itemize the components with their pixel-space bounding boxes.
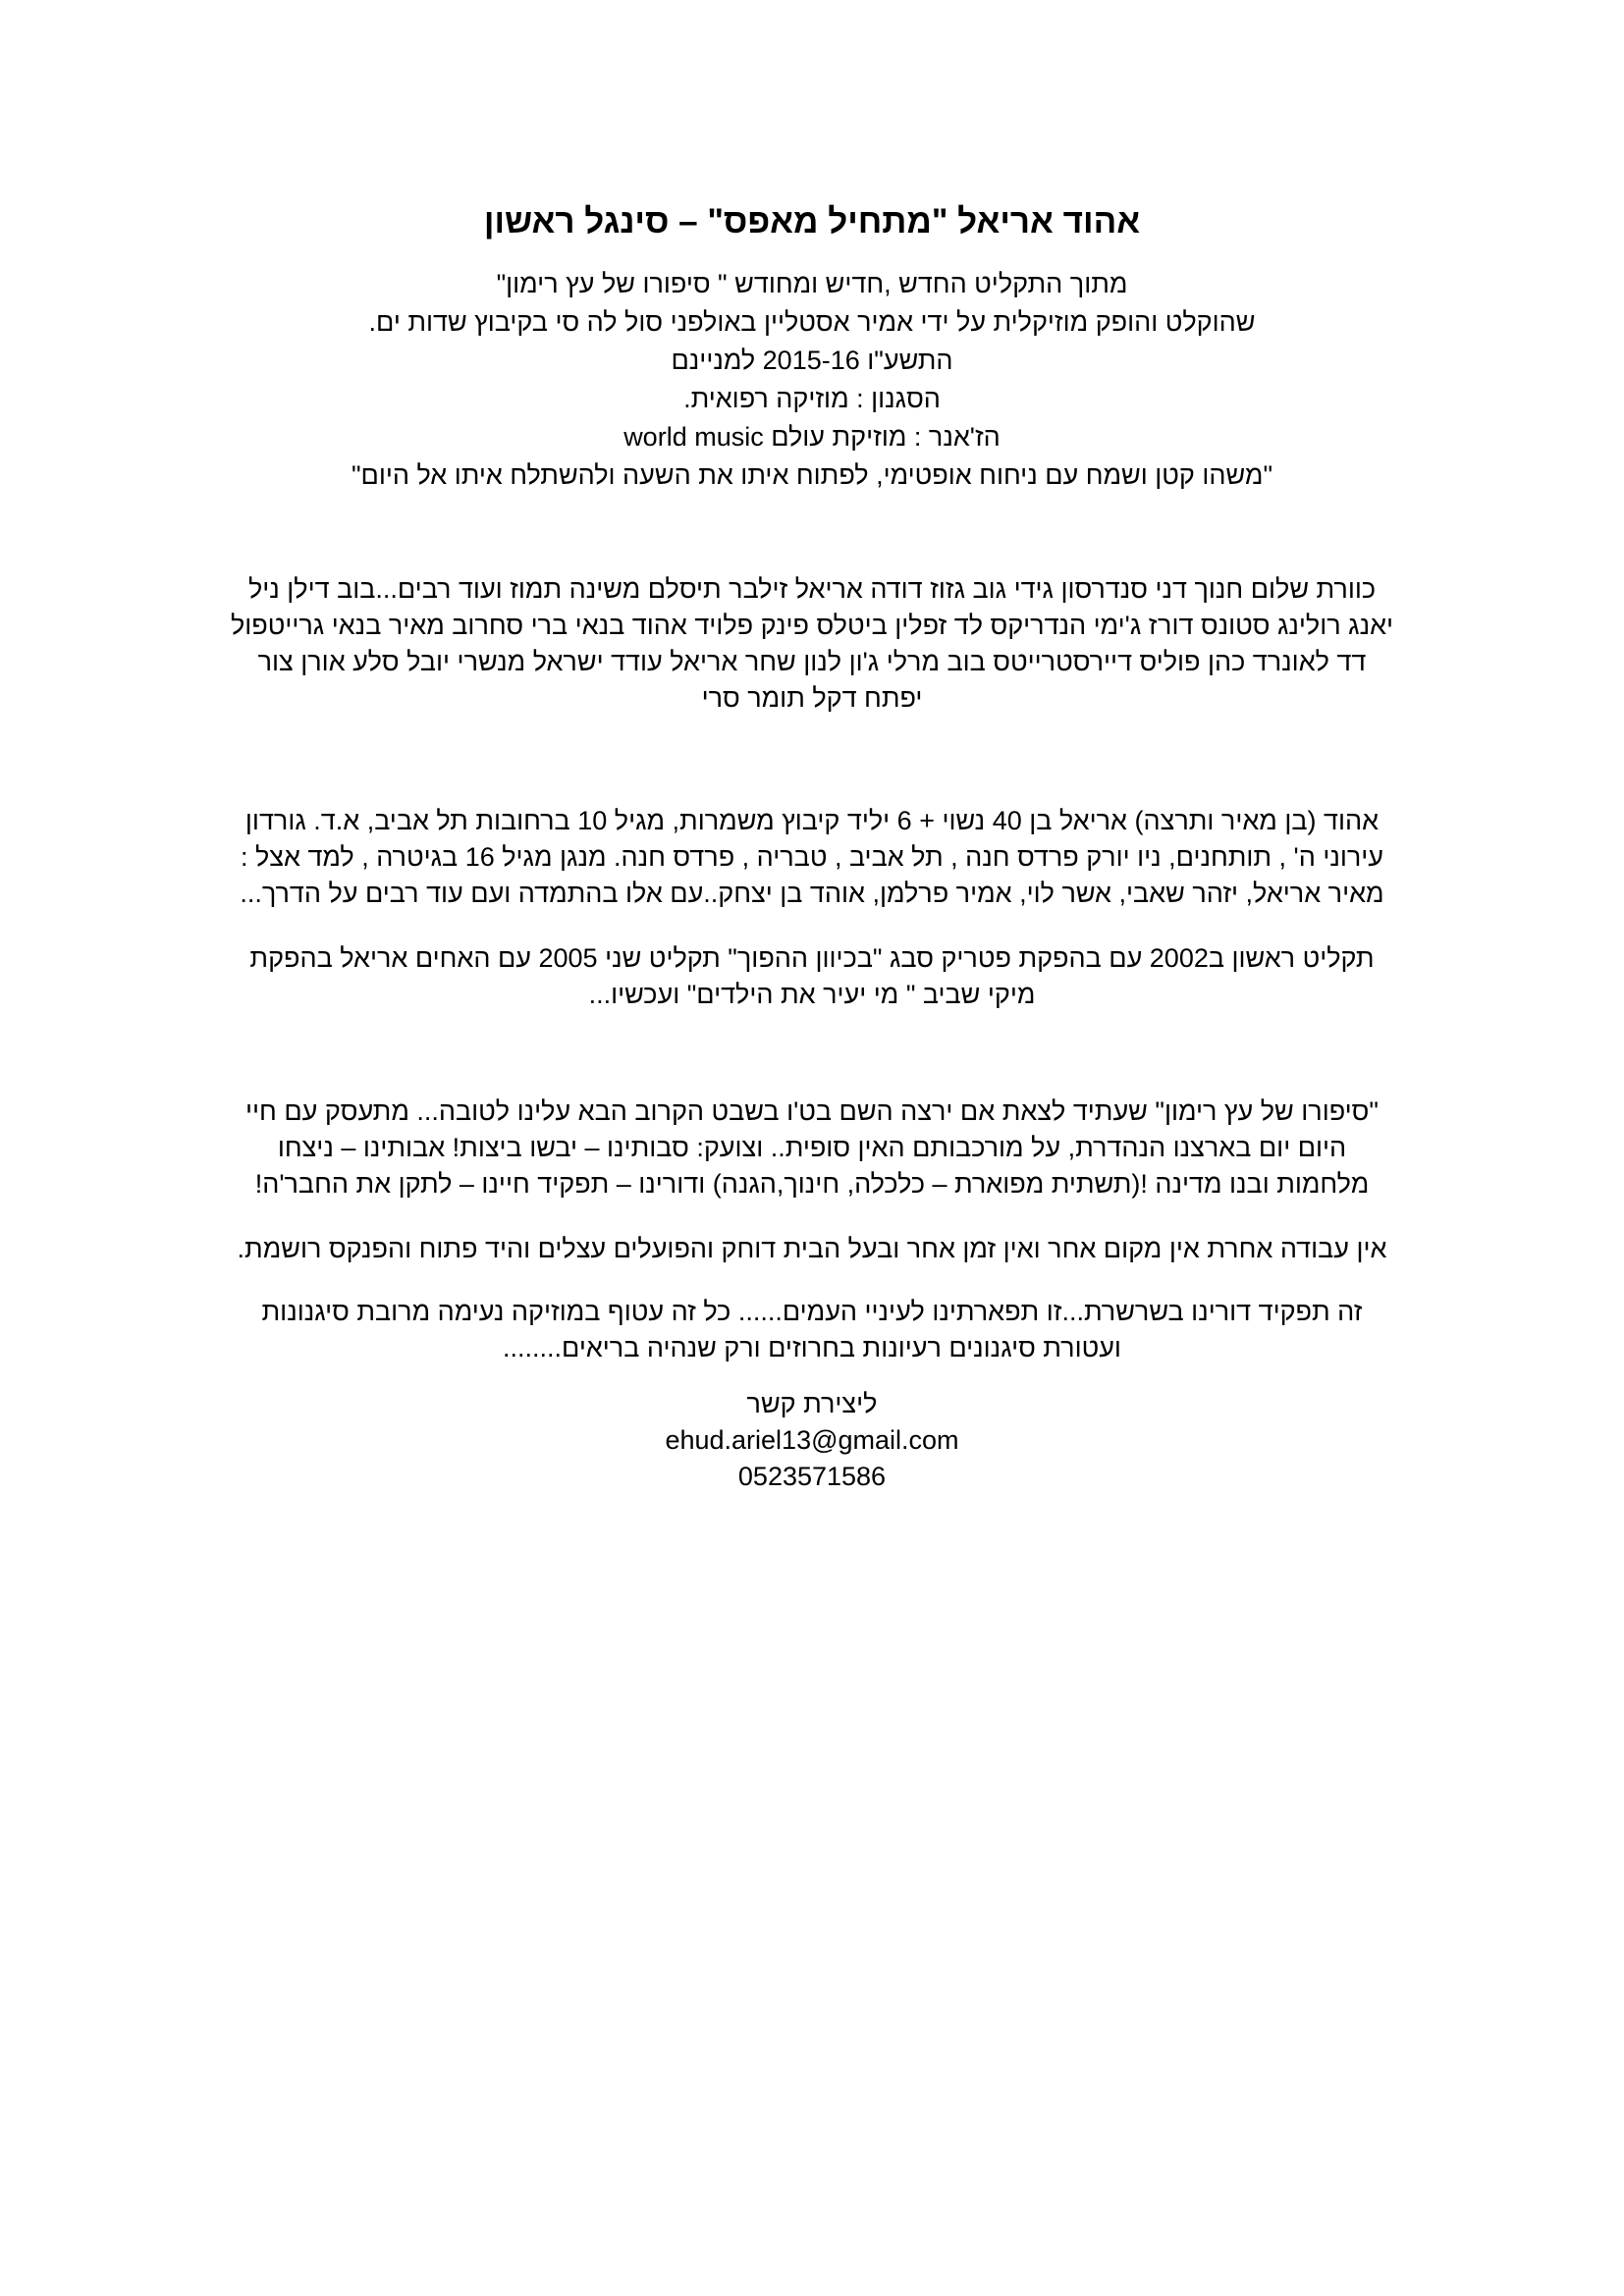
story-paragraph <box>196 1094 1428 1202</box>
intro-line: הז'אנר : מוזיקת עולם world music <box>623 422 1001 452</box>
contact-heading: ליצירת קשר <box>746 1389 878 1418</box>
title-text: אהוד אריאל "מתחיל מאפס" – סינגל ראשון <box>483 202 1141 240</box>
paragraph-line: אין עבודה אחרת אין מקום אחר ואין זמן אחר ובעל הבית דוחק והפועלים עצלים והיד פתוח והפנקס רושמת. <box>237 1234 1387 1263</box>
paragraph-line: ועטורת סיגנונים רעיונות בחרוזים ורק שנהיה בריאים........ <box>503 1333 1121 1362</box>
paragraph-line: מיקי שביב " מי יעיר את הילדים" ועכשיו... <box>588 980 1036 1009</box>
paragraph-line: מלחמות ובנו מדינה !(תשתית מפוארת – כלכלה, חינוך,הגנה) ודורינו – תפקיד חיינו – לתקן את החבר'ה! <box>254 1169 1370 1199</box>
intro-line: שהוקלט והופק מוזיקלית על ידי אמיר אסטליין באולפני סול לה סי בקיבוץ שדות ים. <box>368 307 1256 337</box>
document-title <box>196 198 1428 245</box>
paragraph-line: דד לאונרד כהן פוליס דיירסטרייטס בוב מרלי ג'ון לנון שחר אריאל עודד ישראל מנשרי יובל סלע אורן צור <box>257 647 1367 676</box>
albums-paragraph <box>196 940 1428 1013</box>
intro-section <box>196 265 1428 495</box>
paragraph-line: כוורת שלום חנוך דני סנדרסון גידי גוב גזוז דודה אריאל זילבר תיסלם משינה תמוז ועוד רבים...בוב דילן ניל <box>247 574 1377 604</box>
paragraph-line: מאיר אריאל, יזהר שאבי, אשר לוי, אמיר פרלמן, אוהד בן יצחק..עם אלו בהתמדה ועם עוד רבים על הדרך... <box>240 879 1384 908</box>
musicians-paragraph <box>196 571 1428 717</box>
bio-paragraph <box>196 803 1428 912</box>
contact-section <box>196 1386 1428 1495</box>
paragraph-line: אהוד (בן מאיר ותרצה) אריאל בן 40 נשוי + 6 יליד קיבוץ משמרות, מגיל 10 ברחובות תל אביב, א.ד. גורדון <box>244 806 1380 835</box>
work-paragraph <box>196 1231 1428 1267</box>
role-paragraph <box>196 1294 1428 1366</box>
intro-line: מתוך התקליט החדש ,חדיש ומחודש " סיפורו של עץ רימון" <box>496 269 1128 298</box>
paragraph-line: עירוני ה' , תותחנים, ניו יורק פרדס חנה , תל אביב , טבריה , פרדס חנה. מנגן מגיל 16 בגיטרה , למד אצל : <box>240 842 1384 872</box>
paragraph-line: יאנג רולינג סטונס דורז ג'ימי הנדריקס לד זפלין ביטלס פינק פלויד אהוד בנאי ברי סחרוב מאיר בנאי גרייטפול <box>230 611 1394 640</box>
contact-phone: 0523571586 <box>737 1462 887 1491</box>
paragraph-line: זה תפקיד דורינו בשרשרת...זו תפארתינו לעיניי העמים...... כל זה עטוף במוזיקה נעימה מרובת סיגנונות <box>261 1297 1363 1326</box>
paragraph-line: יפתח דקל תומר סרי <box>701 683 923 713</box>
paragraph-line: היום יום בארצנו הנהדרת, על מורכבותם האין סופית.. וצועק: סבותינו – יבשו ביצות! אבותינו – ניצחו <box>277 1133 1347 1162</box>
intro-line: "משהו קטן ושמח עם ניחוח אופטימי, לפתוח איתו את השעה ולהשתלח איתו אל היום" <box>351 460 1273 490</box>
contact-email[interactable]: ehud.ariel13@gmail.com <box>665 1425 959 1455</box>
paragraph-line: תקליט ראשון ב2002 עם בהפקת פטריק סבג "בכיוון ההפוך" תקליט שני 2005 עם האחים אריאל בהפקת <box>249 943 1375 973</box>
intro-line: התשע"ו 2015-16 למניינם <box>671 346 953 375</box>
intro-line: הסגנון : מוזיקה רפואית. <box>683 384 941 413</box>
paragraph-line: "סיפורו של עץ רימון" שעתיד לצאת אם ירצה השם בט'ו בשבט הקרוב הבא עלינו לטובה... מתעסק עם חיי <box>245 1096 1379 1126</box>
